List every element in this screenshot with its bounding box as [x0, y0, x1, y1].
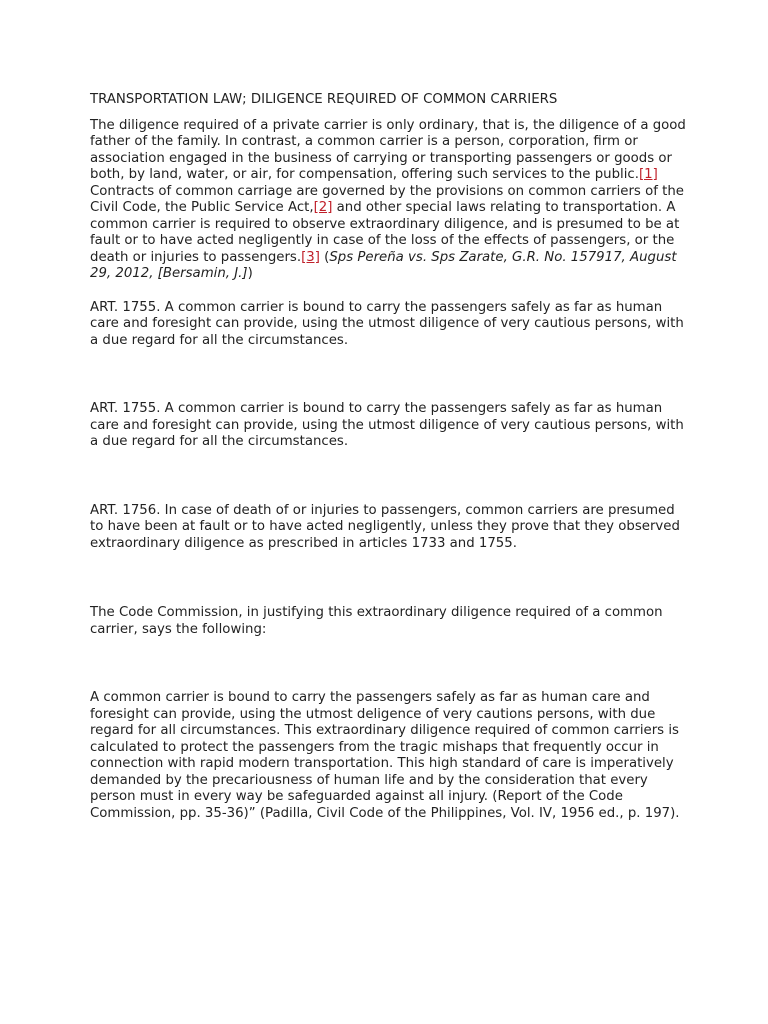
- intro-paragraph: [90, 118, 690, 283]
- article-1755-paragraph-repeat: ART. 1755. A common carrier is bound to carry the passengers safely as far as human care and foresight can provide, using the utmost diligence of very cautious persons, with a due regard for all the circumstances.: [90, 401, 684, 449]
- document-page: [90, 92, 690, 822]
- paren-open: (: [319, 249, 330, 265]
- quote-paragraph: A common carrier is bound to carry the passengers safely as far as human care and foresight can provide, using the utmost deligence of very cautions persons, with due regard for all circumstances. This extraordinary diligence required of common carriers is calculated to protect the passengers from the tragic mishaps that frequently occur in connection with rapid modern transportation. This high standard of care is imperatively demanded by the precariousness of human life and by the consideration that every person must in every way be safeguarded against all injury. (Report of the Code Commission, pp. 35-36)” (Padilla, Civil Code of the Philippines, Vol. IV, 1956 ed., p. 197).: [90, 690, 680, 821]
- footnote-link-2[interactable]: [2]: [313, 200, 333, 215]
- intro-text-1: The diligence required of a private carrier is only ordinary, that is, the diligence of a good father of the family. In contrast, a common carrier is a person, corporation, firm or association engaged in the business of carrying or transporting passengers or goods or both, by land, water, or air, for compensation, offering such services to the public.: [90, 117, 686, 182]
- case-citation: Sps Pereña vs. Sps Zarate, G.R. No. 157917, August 29, 2012, [Bersamin, J.]: [90, 249, 677, 281]
- article-1755-paragraph: ART. 1755. A common carrier is bound to carry the passengers safely as far as human care and foresight can provide, using the utmost diligence of very cautious persons, with a due regard for all the circumstances.: [90, 299, 684, 348]
- article-1756-paragraph: ART. 1756. In case of death of or injuries to passengers, common carriers are presumed to have been at fault or to have acted negligently, unless they prove that they observed extraordinary diligence as prescribed in articles 1733 and 1755.: [90, 502, 680, 551]
- intro-text-3: and other special laws relating to transportation. A common carrier is required to observe extraordinary diligence, and is presumed to be at fault or to have acted negligently in case of the loss of the effects of passengers, or the death or injuries to passengers.: [90, 200, 680, 265]
- paren-close: ): [247, 266, 253, 281]
- document-title: TRANSPORTATION LAW; DILIGENCE REQUIRED OF COMMON CARRIERS: [90, 92, 558, 107]
- code-commission-paragraph: The Code Commission, in justifying this extraordinary diligence required of a common carrier, says the following:: [90, 605, 663, 637]
- footnote-link-3[interactable]: [3]: [301, 249, 320, 265]
- intro-text-2: Contracts of common carriage are governed by the provisions on common carriers of the Civil Code, the Public Service Act,: [90, 183, 684, 215]
- footnote-link-1[interactable]: [1]: [638, 167, 658, 182]
